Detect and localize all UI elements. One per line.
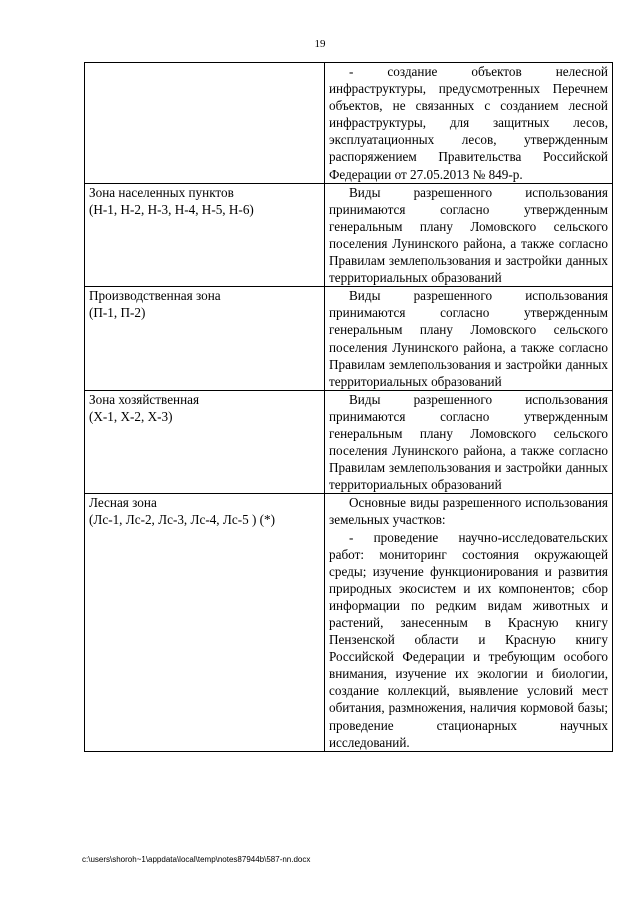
permitted-use-text: Виды разрешенного использования принимаются согласно утвержденным генеральным плану Ломовского сельского поселения Лунинского района, а также согласно Правилам землепользования и застройки данных территориальных образований (329, 184, 608, 286)
permitted-use-cell (325, 63, 613, 184)
zones-table-body (85, 63, 613, 752)
zone-name: Зона населенных пунктов (89, 184, 234, 200)
table-row (85, 390, 613, 494)
permitted-use-cell (325, 183, 613, 287)
permitted-use-cell (325, 287, 613, 391)
zone-cell (85, 183, 325, 287)
zone-codes: (Лс-1, Лс-2, Лс-3, Лс-4, Лс-5 ) (*) (89, 512, 276, 528)
zone-name: Зона хозяйственная (89, 391, 200, 407)
table-row (85, 63, 613, 184)
zone-codes: (П-1, П-2) (89, 305, 146, 321)
zone-cell (85, 63, 325, 184)
zone-codes: (Х-1, Х-2, Х-3) (89, 408, 173, 424)
zone-cell (85, 494, 325, 751)
permitted-use-text: Виды разрешенного использования принимаются согласно утвержденным генеральным плану Ломовского сельского поселения Лунинского района, а также согласно Правилам землепользования и застройки данных территориальных образований (329, 391, 608, 493)
table-row (85, 287, 613, 391)
permitted-use-text: Виды разрешенного использования принимаются согласно утвержденным генеральным плану Ломовского сельского поселения Лунинского района, а также согласно Правилам землепользования и застройки данных территориальных образований (329, 288, 608, 389)
zones-table (84, 62, 613, 752)
footer-file-path: c:\users\shoroh~1\appdata\local\temp\notes87944b\587-nn.docx (82, 855, 311, 864)
permitted-use-text: - создание объектов нелесной инфраструктуры, предусмотренных Перечнем объектов, не связанных с созданием лесной инфраструктуры, для защитных лесов, эксплуатационных лесов, утвержденным распоряжением Правительства Российской Федерации от 27.05.2013 № 849-р. (329, 64, 608, 182)
zone-cell (85, 287, 325, 391)
zone-name: Лесная зона (89, 495, 157, 511)
table-row (85, 183, 613, 287)
zone-cell (85, 390, 325, 494)
zone-name: Производственная зона (89, 288, 221, 304)
permitted-use-cell (325, 390, 613, 494)
permitted-use-cell (325, 494, 613, 751)
table-row (85, 494, 613, 751)
permitted-use-text: - проведение научно-исследовательских работ: мониторинг состояния окружающей среды; изучение функционирования и развития природных экосистем и их компонентов; сбор информации по редким видам животных и растений, занесенным в Красную книгу Пензенской области и Красную книгу Российской Федерации и требующим особого внимания, изучение их экологии и биологии, создание коллекций, выявление условий мест обитания, размножения, наличия кормовой базы; проведение стационарных научных исследований. (329, 529, 608, 750)
page-number: 19 (314, 38, 326, 50)
zone-codes: (Н-1, Н-2, Н-3, Н-4, Н-5, Н-6) (89, 201, 254, 217)
permitted-use-intro: Основные виды разрешенного использования земельных участков: (329, 495, 608, 528)
